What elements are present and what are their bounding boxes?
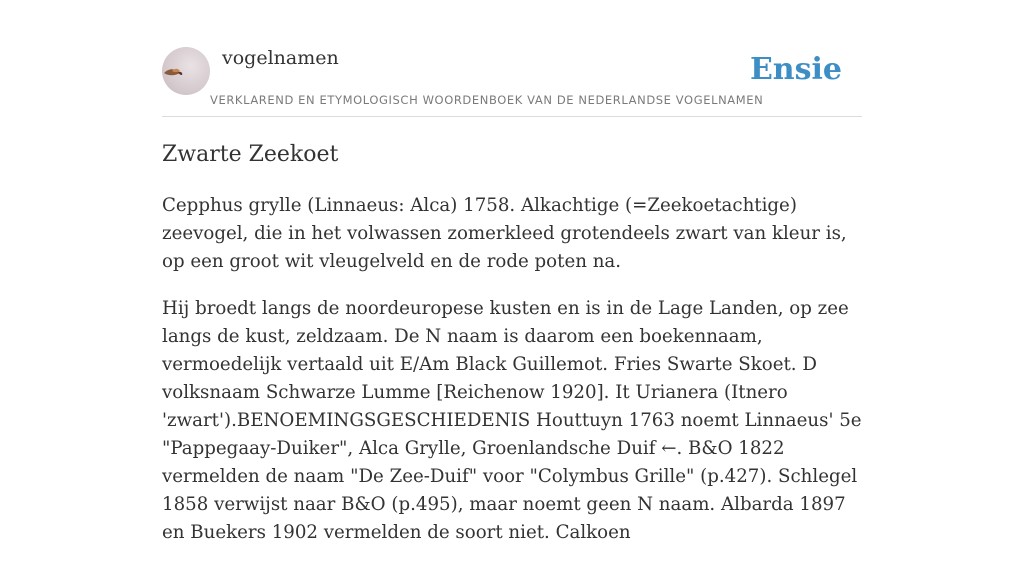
page-title: Zwarte Zeekoet	[162, 142, 339, 167]
site-subtitle: VERKLAREND EN ETYMOLOGISCH WOORDENBOEK VAN DE NEDERLANDSE VOGELNAMEN	[210, 93, 764, 107]
article-paragraph: Hij broedt langs de noordeuropese kusten en is in de Lage Landen, op zee langs de kust, zeldzaam. De N naam is daarom een boekennaam, vermoedelijk vertaald uit E/Am Black Guillemot. Fries Swarte Skoet. D volksnaam Schwarze Lumme [Reichenow 1920]. It Urianera (Itnero 'zwart').BENOEMINGSGESCHIEDENIS Houttuyn 1763 noemt Linnaeus' 5e "Pappegaay-Duiker", Alca Grylle, Groenlandsche Duif ←. B&O 1822 vermelden de naam "De Zee-Duif" voor "Colymbus Grille" (p.427). Schlegel 1858 verwijst naar B&O (p.495), maar noemt geen N naam. Albarda 1897 en Buekers 1902 vermelden de soort niet. Calkoen	[162, 298, 862, 543]
site-name[interactable]: vogelnamen	[222, 47, 339, 69]
brand-logo[interactable]: Ensie	[749, 52, 842, 87]
avatar[interactable]	[162, 47, 210, 95]
site-header	[162, 46, 862, 117]
article-paragraph: Cepphus grylle (Linnaeus: Alca) 1758. Alkachtige (=Zeekoetachtige) zeevogel, die in het volwassen zomerkleed grotendeels zwart van kleur is, op een groot wit vleugelveld en de rode poten na.	[162, 195, 847, 272]
article-body	[162, 192, 867, 566]
bird-icon	[162, 47, 210, 95]
